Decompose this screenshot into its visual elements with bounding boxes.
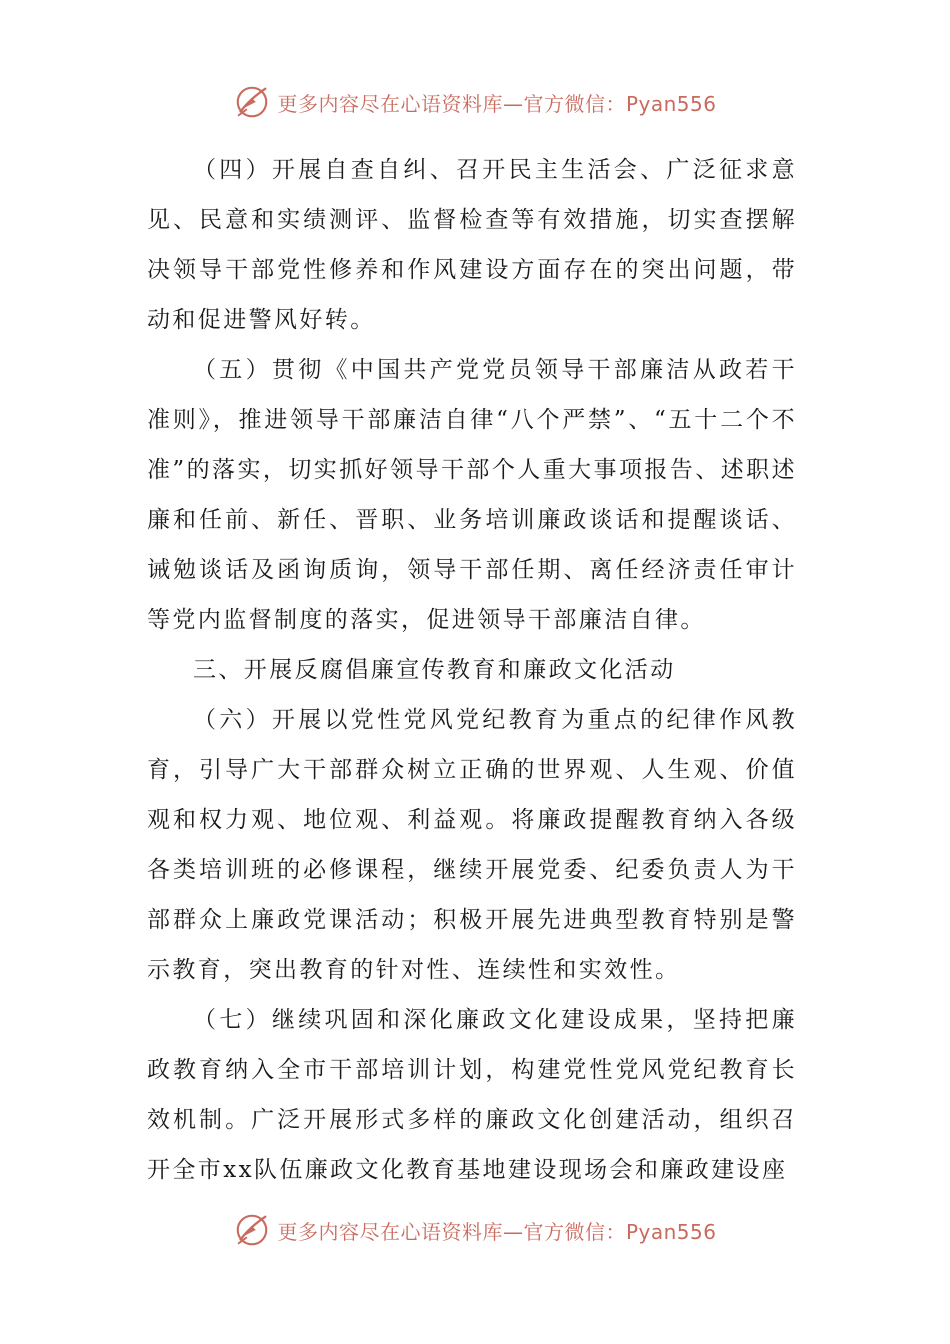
header-watermark-banner xyxy=(0,80,950,124)
footer-watermark-banner xyxy=(0,1208,950,1252)
section-heading-3: 三、开展反腐倡廉宣传教育和廉政文化活动 xyxy=(193,657,676,683)
paragraph-5: （五）贯彻《中国共产党党员领导干部廉洁从政若干准则》，推进领导干部廉洁自律“八个严禁”、“五十二个不准”的落实，切实抓好领导干部个人重大事项报告、述职述廉和任前、新任、晋职、业务培训廉政谈话和提醒谈话、诫勉谈话及函询质询，领导干部任期、离任经济责任审计等党内监督制度的落实，促进领导干部廉洁自律。 xyxy=(147,357,797,633)
paragraph-4: （四）开展自查自纠、召开民主生活会、广泛征求意见、民意和实绩测评、监督检查等有效措施，切实查摆解决领导干部党性修养和作风建设方面存在的突出问题，带动和促进警风好转。 xyxy=(147,157,797,333)
document-body xyxy=(147,145,797,1195)
pen-circle-logo-icon xyxy=(233,1211,271,1249)
watermark-text: 更多内容尽在心语资料库—官方微信：Pyan556 xyxy=(277,91,717,116)
pen-circle-logo-icon xyxy=(233,83,271,121)
watermark-text: 更多内容尽在心语资料库—官方微信：Pyan556 xyxy=(277,1219,717,1244)
paragraph-7: （七）继续巩固和深化廉政文化建设成果，坚持把廉政教育纳入全市干部培训计划，构建党性党风党纪教育长效机制。广泛开展形式多样的廉政文化创建活动，组织召开全市xx队伍廉政文化教育基地建设现场会和廉政建设座 xyxy=(147,1007,797,1183)
paragraph-6: （六）开展以党性党风党纪教育为重点的纪律作风教育，引导广大干部群众树立正确的世界观、人生观、价值观和权力观、地位观、利益观。将廉政提醒教育纳入各级各类培训班的必修课程，继续开展党委、纪委负责人为干部群众上廉政党课活动；积极开展先进典型教育特别是警示教育，突出教育的针对性、连续性和实效性。 xyxy=(147,707,797,983)
